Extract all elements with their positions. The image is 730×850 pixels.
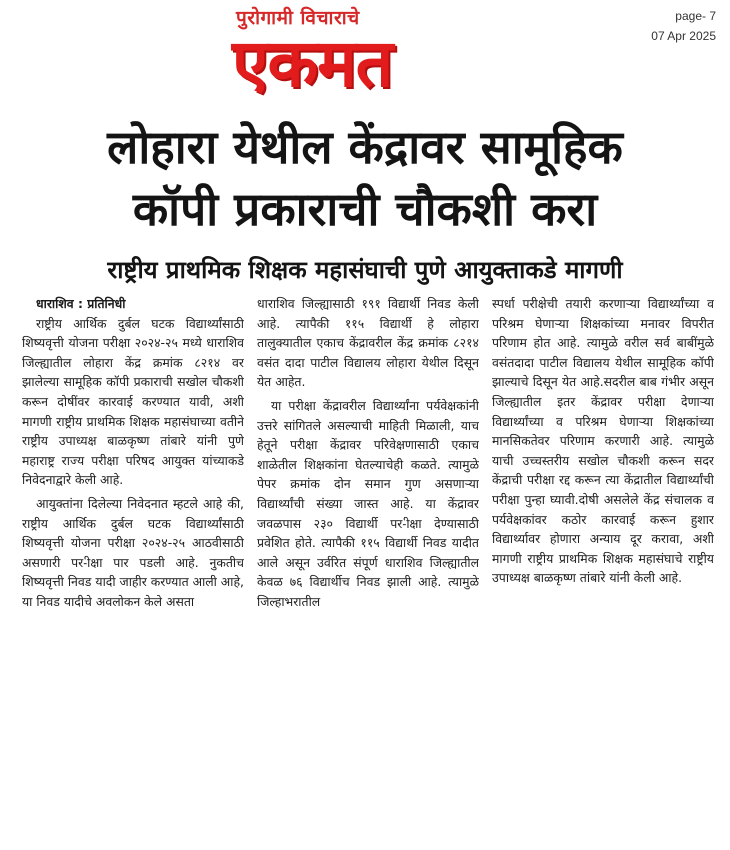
column-2 (257, 294, 479, 840)
article-body (22, 294, 714, 840)
paragraph: राष्ट्रीय आर्थिक दुर्बल घटक विद्यार्थ्यांसाठी शिष्यवृत्ती योजना परीक्षा २०२४-२५ मध्ये धाराशिव जिल्ह्यातील लोहारा केंद्र क्रमांक ८२१४ वर झालेल्या सामूहिक कॉपी प्रकाराची सखोल चौकशी करून दोषींवर कारवाई करण्यात यावी, अशी मागणी राष्ट्रीय प्राथमिक शिक्षक महासंघाच्या वतीने राष्ट्रीय उपाध्यक्ष बाळकृष्ण तांबारे यांनी पुणे महाराष्ट्र राज्य परीक्षा परिषद आयुक्त यांच्याकडे निवेदनाद्वारे केली आहे. (22, 315, 244, 488)
paragraph: आयुक्तांना दिलेल्या निवेदनात म्हटले आहे की, राष्ट्रीय आर्थिक दुर्बल घटक विद्यार्थ्यांसाठी शिष्यवृत्ती योजना परीक्षा २०२४-२५ आठवीसाठी असणारी पर-ीक्षा पार पडली आहे. नुकतीच शिष्यवृत्ती निवड यादी जाहीर करण्यात आली आहे, या निवड यादीचे अवलोकन केले असता (22, 495, 244, 609)
masthead (0, 0, 730, 110)
page-number: page- 7 (675, 9, 716, 23)
masthead-tagline: पुरोगामी विचाराचे (236, 7, 360, 29)
paragraph: धाराशिव जिल्ह्यासाठी १९१ विद्यार्थी निवड केली आहे. त्यापैकी ११५ विद्यार्थी हे लोहारा तालुक्यातील एकाच केंद्रावरील केंद्र क्रमांक ८२१४ वसंत दादा पाटील विद्यालय लोहारा येथील दिसून येत आहेत. (257, 296, 479, 390)
publication-date: 07 Apr 2025 (651, 29, 716, 43)
headline-line-1: लोहारा येथील केंद्रावर सामूहिक (107, 120, 623, 174)
article-subheadline: राष्ट्रीय प्राथमिक शिक्षक महासंघाची पुणे आयुक्ताकडे मागणी (107, 256, 623, 284)
dateline: धाराशिव : प्रतिनिधी (36, 296, 126, 311)
page-info (651, 6, 716, 46)
paragraph: स्पर्धा परीक्षेची तयारी करणाऱ्या विद्यार्थ्यांच्या व परिश्रम घेणाऱ्या शिक्षकांच्या मनावर विपरीत परिणाम होत आहे. त्यामुळे वरील सर्व बाबींमुळे वसंतदादा पाटील विद्यालय येथील सामूहिक कॉपी झाल्याचे दिसून येत आहे.सदरील बाब गंभीर असून जिल्ह्यातील इतर केंद्रावर परीक्षा देणाऱ्या विद्यार्थ्यांच्या व परिश्रम घेणाऱ्या शिक्षकांच्या मानसिकतेवर परिणाम करणारी आहे. त्यामुळे याची उच्चस्तरीय सखोल चौकशी करून सदर केंद्राची परीक्षा रद्द करून त्या केंद्रातील विद्यार्थ्यांची परीक्षा पुन्हा घ्यावी.दोषी असलेले केंद्र संचालक व पर्यवेक्षकांवर कठोर कारवाई करून हुशार विद्यार्थ्यावर होणारा अन्याय दूर करावा, अशी मागणी राष्ट्रीय प्राथमिक शिक्षक महासंघाचे राष्ट्रीय उपाध्यक्ष बाळकृष्ण तांबारे यांनी केली आहे. (492, 296, 714, 586)
article-headline (10, 116, 720, 240)
newspaper-logo: एकमत (232, 25, 393, 102)
headline-line-2: कॉपी प्रकाराची चौकशी करा (132, 182, 598, 236)
paragraph: या परीक्षा केंद्रावरील विद्यार्थ्यांना पर्यवेक्षकांनी उत्तरे सांगितले असल्याची माहिती मिळाली, याच हेतूने परीक्षा केंद्रावर परिवेक्षणासाठी एकाच शाळेतील शिक्षकांना घेतल्याचेही कळते. त्यामुळे पेपर क्रमांक दोन समान गुण असणाऱ्या विद्यार्थ्यांची संख्या जास्त आहे. या केंद्रावर जवळपास २३० विद्यार्थी पर-ीक्षा देण्यासाठी प्रवेशित होते. त्यापैकी ११५ विद्यार्थी निवड यादीत आले असून उर्वरित संपूर्ण धाराशिव जिल्ह्यातील केवळ ७६ विद्यार्थीच निवड झाली आहे. त्यामुळे जिल्हाभरातील (257, 397, 479, 609)
column-1 (22, 294, 244, 840)
column-3 (492, 294, 714, 840)
